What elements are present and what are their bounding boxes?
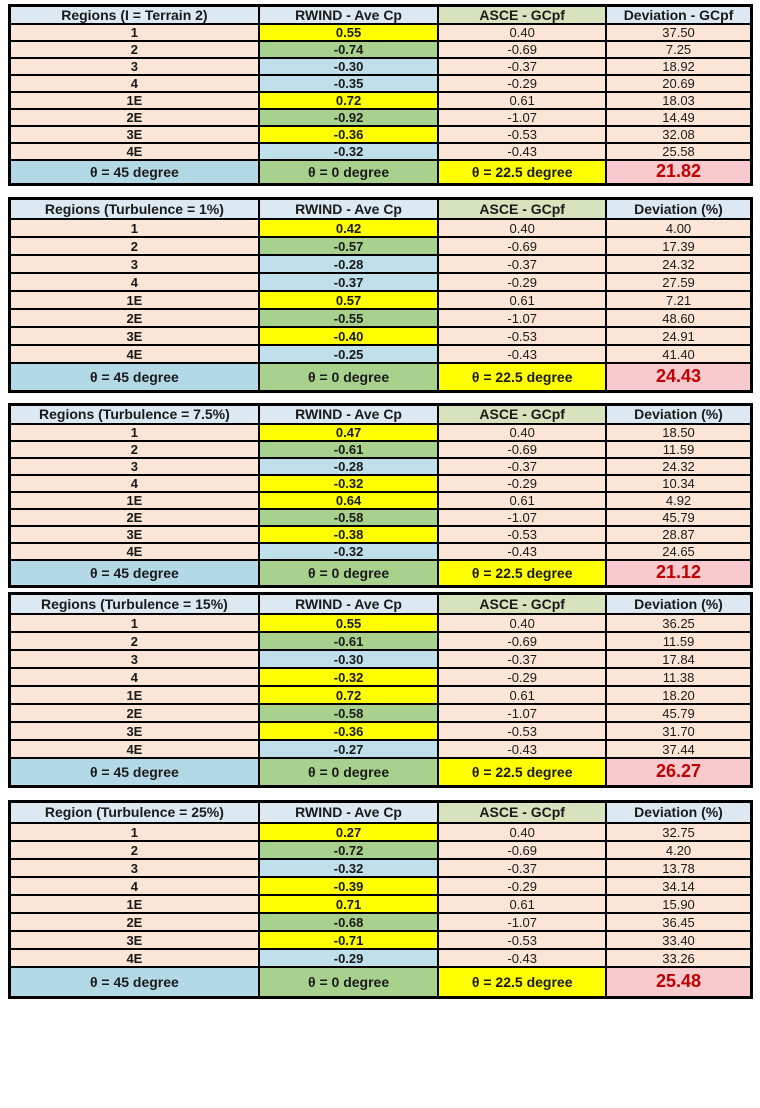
table-row (10, 704, 752, 722)
table-row (10, 650, 752, 668)
table-row (10, 877, 752, 895)
asce-gcpf-cell: -0.43 (438, 740, 606, 758)
asce-gcpf-cell: -0.29 (438, 668, 606, 686)
region-cell: 2E (10, 509, 259, 526)
table-row (10, 686, 752, 704)
rwind-cp-cell: -0.61 (259, 441, 439, 458)
table-row (10, 823, 752, 841)
table-row (10, 345, 752, 363)
deviation-cell: 36.25 (606, 614, 751, 632)
table-row (10, 291, 752, 309)
deviation-cell: 25.58 (606, 143, 751, 160)
legend-footer-row (10, 363, 752, 391)
theta-0-cell: θ = 0 degree (259, 560, 439, 586)
deviation-cell: 7.21 (606, 291, 751, 309)
region-cell: 4E (10, 143, 259, 160)
table-row (10, 543, 752, 560)
asce-header: ASCE - GCpf (438, 6, 606, 25)
rwind-cp-cell: 0.64 (259, 492, 439, 509)
region-cell: 1 (10, 614, 259, 632)
region-cell: 3 (10, 458, 259, 475)
avg-deviation-cell: 21.82 (606, 160, 751, 184)
region-cell: 3E (10, 722, 259, 740)
rwind-cp-cell: -0.68 (259, 913, 439, 931)
region-cell: 2E (10, 109, 259, 126)
region-cell: 1 (10, 24, 259, 41)
table-row (10, 255, 752, 273)
rwind-cp-cell: -0.30 (259, 650, 439, 668)
region-cell: 3 (10, 650, 259, 668)
deviation-cell: 4.92 (606, 492, 751, 509)
region-cell: 4E (10, 543, 259, 560)
asce-gcpf-cell: -0.69 (438, 841, 606, 859)
deviation-cell: 45.79 (606, 704, 751, 722)
rwind-cp-cell: -0.28 (259, 458, 439, 475)
theta-0-cell: θ = 0 degree (259, 160, 439, 184)
asce-gcpf-cell: -1.07 (438, 109, 606, 126)
asce-gcpf-cell: 0.40 (438, 219, 606, 237)
asce-gcpf-cell: -0.37 (438, 255, 606, 273)
theta-22-5-cell: θ = 22.5 degree (438, 560, 606, 586)
asce-gcpf-cell: -0.37 (438, 58, 606, 75)
asce-gcpf-cell: -0.43 (438, 143, 606, 160)
deviation-header: Deviation (%) (606, 801, 751, 823)
table-row (10, 913, 752, 931)
region-cell: 2E (10, 913, 259, 931)
deviation-cell: 34.14 (606, 877, 751, 895)
regions-header: Regions (Turbulence = 1%) (10, 198, 259, 219)
deviation-cell: 45.79 (606, 509, 751, 526)
avg-deviation-cell: 26.27 (606, 758, 751, 786)
table-row (10, 931, 752, 949)
asce-gcpf-cell: 0.40 (438, 614, 606, 632)
comparison-table-2 (8, 197, 753, 393)
regions-header: Region (Turbulence = 25%) (10, 801, 259, 823)
asce-gcpf-cell: -0.53 (438, 722, 606, 740)
table-row (10, 143, 752, 160)
asce-gcpf-cell: -0.53 (438, 526, 606, 543)
rwind-cp-cell: -0.35 (259, 75, 439, 92)
table-row (10, 75, 752, 92)
deviation-cell: 28.87 (606, 526, 751, 543)
deviation-cell: 27.59 (606, 273, 751, 291)
asce-gcpf-cell: -1.07 (438, 913, 606, 931)
rwind-header: RWIND - Ave Cp (259, 593, 439, 614)
deviation-cell: 48.60 (606, 309, 751, 327)
avg-deviation-cell: 24.43 (606, 363, 751, 391)
deviation-cell: 18.50 (606, 424, 751, 441)
legend-footer-row (10, 967, 752, 997)
asce-gcpf-cell: 0.61 (438, 686, 606, 704)
region-cell: 1 (10, 823, 259, 841)
region-cell: 1 (10, 424, 259, 441)
rwind-cp-cell: 0.27 (259, 823, 439, 841)
rwind-cp-cell: -0.61 (259, 632, 439, 650)
header-row (10, 6, 752, 25)
deviation-cell: 20.69 (606, 75, 751, 92)
deviation-header: Deviation (%) (606, 198, 751, 219)
deviation-cell: 32.08 (606, 126, 751, 143)
asce-gcpf-cell: -0.43 (438, 345, 606, 363)
table-row (10, 632, 752, 650)
rwind-cp-cell: 0.71 (259, 895, 439, 913)
rwind-cp-cell: 0.55 (259, 614, 439, 632)
region-cell: 3E (10, 126, 259, 143)
rwind-cp-cell: -0.25 (259, 345, 439, 363)
table-row (10, 41, 752, 58)
asce-gcpf-cell: -1.07 (438, 509, 606, 526)
table-row (10, 949, 752, 967)
table-row (10, 614, 752, 632)
theta-45-cell: θ = 45 degree (10, 967, 259, 997)
rwind-cp-cell: 0.47 (259, 424, 439, 441)
rwind-header: RWIND - Ave Cp (259, 801, 439, 823)
asce-gcpf-cell: -0.69 (438, 237, 606, 255)
table-row (10, 441, 752, 458)
asce-header: ASCE - GCpf (438, 593, 606, 614)
header-row (10, 593, 752, 614)
deviation-cell: 11.38 (606, 668, 751, 686)
legend-footer-row (10, 758, 752, 786)
theta-22-5-cell: θ = 22.5 degree (438, 160, 606, 184)
comparison-table-1 (8, 4, 753, 186)
asce-gcpf-cell: -0.29 (438, 75, 606, 92)
table-row (10, 722, 752, 740)
asce-gcpf-cell: -0.53 (438, 327, 606, 345)
deviation-cell: 24.32 (606, 255, 751, 273)
rwind-cp-cell: -0.36 (259, 126, 439, 143)
table-row (10, 458, 752, 475)
asce-gcpf-cell: -0.69 (438, 441, 606, 458)
theta-22-5-cell: θ = 22.5 degree (438, 363, 606, 391)
region-cell: 3E (10, 526, 259, 543)
region-cell: 1E (10, 686, 259, 704)
asce-gcpf-cell: 0.61 (438, 291, 606, 309)
table-row (10, 668, 752, 686)
rwind-cp-cell: -0.29 (259, 949, 439, 967)
region-cell: 3 (10, 859, 259, 877)
rwind-cp-cell: 0.72 (259, 92, 439, 109)
deviation-cell: 11.59 (606, 632, 751, 650)
deviation-cell: 41.40 (606, 345, 751, 363)
table-row (10, 309, 752, 327)
table-row (10, 273, 752, 291)
rwind-cp-cell: -0.57 (259, 237, 439, 255)
deviation-cell: 14.49 (606, 109, 751, 126)
theta-0-cell: θ = 0 degree (259, 967, 439, 997)
asce-gcpf-cell: -0.37 (438, 458, 606, 475)
rwind-cp-cell: 0.72 (259, 686, 439, 704)
theta-0-cell: θ = 0 degree (259, 758, 439, 786)
asce-gcpf-cell: -0.29 (438, 877, 606, 895)
region-cell: 2 (10, 632, 259, 650)
region-cell: 1 (10, 219, 259, 237)
header-row (10, 801, 752, 823)
comparison-table-5 (8, 800, 753, 999)
asce-gcpf-cell: -1.07 (438, 309, 606, 327)
rwind-header: RWIND - Ave Cp (259, 198, 439, 219)
deviation-cell: 37.50 (606, 24, 751, 41)
region-cell: 4E (10, 740, 259, 758)
rwind-cp-cell: -0.36 (259, 722, 439, 740)
deviation-cell: 18.92 (606, 58, 751, 75)
rwind-cp-cell: -0.28 (259, 255, 439, 273)
deviation-cell: 17.39 (606, 237, 751, 255)
asce-gcpf-cell: -0.29 (438, 273, 606, 291)
region-cell: 4 (10, 75, 259, 92)
table-row (10, 509, 752, 526)
region-cell: 2 (10, 841, 259, 859)
deviation-cell: 37.44 (606, 740, 751, 758)
deviation-cell: 4.00 (606, 219, 751, 237)
theta-22-5-cell: θ = 22.5 degree (438, 758, 606, 786)
deviation-cell: 10.34 (606, 475, 751, 492)
asce-gcpf-cell: -0.53 (438, 126, 606, 143)
regions-header: Regions (I = Terrain 2) (10, 6, 259, 25)
asce-gcpf-cell: -0.69 (438, 632, 606, 650)
region-cell: 4 (10, 475, 259, 492)
asce-gcpf-cell: -0.37 (438, 650, 606, 668)
comparison-table-4 (8, 592, 753, 788)
asce-header: ASCE - GCpf (438, 198, 606, 219)
table-row (10, 58, 752, 75)
asce-gcpf-cell: -0.69 (438, 41, 606, 58)
deviation-cell: 32.75 (606, 823, 751, 841)
rwind-cp-cell: -0.32 (259, 668, 439, 686)
rwind-cp-cell: -0.32 (259, 143, 439, 160)
deviation-cell: 24.65 (606, 543, 751, 560)
header-row (10, 198, 752, 219)
table-row (10, 492, 752, 509)
region-cell: 4E (10, 949, 259, 967)
rwind-cp-cell: -0.30 (259, 58, 439, 75)
rwind-cp-cell: -0.40 (259, 327, 439, 345)
deviation-cell: 17.84 (606, 650, 751, 668)
table-row (10, 327, 752, 345)
rwind-cp-cell: -0.27 (259, 740, 439, 758)
asce-gcpf-cell: 0.40 (438, 424, 606, 441)
deviation-cell: 31.70 (606, 722, 751, 740)
asce-gcpf-cell: -0.37 (438, 859, 606, 877)
asce-gcpf-cell: -0.43 (438, 949, 606, 967)
region-cell: 4 (10, 273, 259, 291)
rwind-cp-cell: -0.58 (259, 509, 439, 526)
asce-header: ASCE - GCpf (438, 404, 606, 424)
region-cell: 2 (10, 41, 259, 58)
table-row (10, 219, 752, 237)
theta-45-cell: θ = 45 degree (10, 363, 259, 391)
region-cell: 1E (10, 895, 259, 913)
asce-gcpf-cell: 0.40 (438, 823, 606, 841)
table-row (10, 841, 752, 859)
asce-gcpf-cell: -0.29 (438, 475, 606, 492)
deviation-cell: 11.59 (606, 441, 751, 458)
theta-0-cell: θ = 0 degree (259, 363, 439, 391)
asce-gcpf-cell: 0.40 (438, 24, 606, 41)
region-cell: 2 (10, 237, 259, 255)
rwind-cp-cell: -0.32 (259, 475, 439, 492)
table-row (10, 526, 752, 543)
region-cell: 3E (10, 931, 259, 949)
region-cell: 1E (10, 291, 259, 309)
header-row (10, 404, 752, 424)
deviation-header: Deviation (%) (606, 593, 751, 614)
rwind-cp-cell: -0.32 (259, 859, 439, 877)
rwind-cp-cell: -0.32 (259, 543, 439, 560)
avg-deviation-cell: 21.12 (606, 560, 751, 586)
table-row (10, 740, 752, 758)
rwind-cp-cell: -0.55 (259, 309, 439, 327)
table-row (10, 895, 752, 913)
deviation-cell: 33.40 (606, 931, 751, 949)
theta-45-cell: θ = 45 degree (10, 160, 259, 184)
legend-footer-row (10, 560, 752, 586)
deviation-cell: 4.20 (606, 841, 751, 859)
rwind-cp-cell: 0.55 (259, 24, 439, 41)
rwind-header: RWIND - Ave Cp (259, 404, 439, 424)
region-cell: 1E (10, 92, 259, 109)
deviation-cell: 15.90 (606, 895, 751, 913)
deviation-cell: 13.78 (606, 859, 751, 877)
asce-gcpf-cell: 0.61 (438, 895, 606, 913)
deviation-cell: 18.20 (606, 686, 751, 704)
deviation-cell: 18.03 (606, 92, 751, 109)
asce-gcpf-cell: 0.61 (438, 92, 606, 109)
table-row (10, 24, 752, 41)
asce-gcpf-cell: -0.43 (438, 543, 606, 560)
table-row (10, 237, 752, 255)
rwind-cp-cell: -0.71 (259, 931, 439, 949)
rwind-cp-cell: 0.42 (259, 219, 439, 237)
theta-45-cell: θ = 45 degree (10, 560, 259, 586)
deviation-cell: 7.25 (606, 41, 751, 58)
regions-header: Regions (Turbulence = 7.5%) (10, 404, 259, 424)
asce-header: ASCE - GCpf (438, 801, 606, 823)
rwind-cp-cell: -0.37 (259, 273, 439, 291)
rwind-cp-cell: -0.92 (259, 109, 439, 126)
deviation-cell: 24.32 (606, 458, 751, 475)
deviation-cell: 24.91 (606, 327, 751, 345)
region-cell: 1E (10, 492, 259, 509)
asce-gcpf-cell: -0.53 (438, 931, 606, 949)
rwind-cp-cell: -0.74 (259, 41, 439, 58)
table-row (10, 475, 752, 492)
deviation-header: Deviation (%) (606, 404, 751, 424)
region-cell: 3E (10, 327, 259, 345)
rwind-header: RWIND - Ave Cp (259, 6, 439, 25)
region-cell: 2E (10, 309, 259, 327)
avg-deviation-cell: 25.48 (606, 967, 751, 997)
table-row (10, 424, 752, 441)
asce-gcpf-cell: -1.07 (438, 704, 606, 722)
table-row (10, 126, 752, 143)
region-cell: 3 (10, 255, 259, 273)
region-cell: 3 (10, 58, 259, 75)
theta-22-5-cell: θ = 22.5 degree (438, 967, 606, 997)
legend-footer-row (10, 160, 752, 184)
comparison-table-3 (8, 403, 753, 588)
region-cell: 2 (10, 441, 259, 458)
deviation-cell: 33.26 (606, 949, 751, 967)
rwind-cp-cell: -0.58 (259, 704, 439, 722)
theta-45-cell: θ = 45 degree (10, 758, 259, 786)
deviation-cell: 36.45 (606, 913, 751, 931)
deviation-header: Deviation - GCpf (606, 6, 751, 25)
table-row (10, 92, 752, 109)
rwind-cp-cell: -0.72 (259, 841, 439, 859)
region-cell: 4 (10, 877, 259, 895)
region-cell: 4 (10, 668, 259, 686)
region-cell: 2E (10, 704, 259, 722)
table-row (10, 109, 752, 126)
rwind-cp-cell: -0.38 (259, 526, 439, 543)
asce-gcpf-cell: 0.61 (438, 492, 606, 509)
regions-header: Regions (Turbulence = 15%) (10, 593, 259, 614)
table-row (10, 859, 752, 877)
region-cell: 4E (10, 345, 259, 363)
rwind-cp-cell: 0.57 (259, 291, 439, 309)
rwind-cp-cell: -0.39 (259, 877, 439, 895)
